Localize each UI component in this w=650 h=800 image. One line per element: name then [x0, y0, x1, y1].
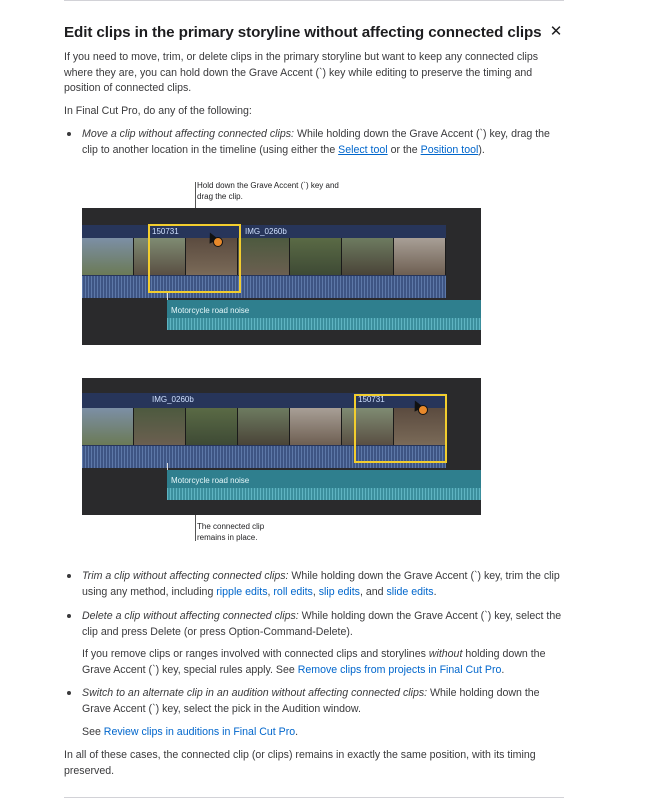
list-item-delete	[82, 609, 566, 640]
item-heading: Trim a clip without affecting connected clips:	[82, 570, 289, 582]
item-heading: Switch to an alternate clip in an audition without affecting connected clips:	[82, 687, 428, 699]
clip-label: 150731	[358, 395, 385, 404]
selected-clip[interactable]	[354, 394, 447, 463]
callout-line	[195, 182, 196, 208]
item-text: ).	[478, 143, 485, 156]
bottom-divider	[64, 797, 564, 798]
clip-label: 150731	[152, 227, 179, 236]
callout-connected: The connected clip remains in place.	[197, 522, 265, 542]
timeline-after	[82, 378, 481, 515]
see-note	[82, 725, 566, 741]
item-text: .	[433, 585, 437, 598]
bullet-icon	[67, 691, 71, 695]
review-auditions-link[interactable]: Review clips in auditions in Final Cut Pro	[103, 726, 296, 738]
item-text: While holding down the Grave Accent (`) key, select the clip and press Delete (or press Option-Command-Delete).	[82, 610, 562, 638]
note-text: .	[501, 663, 505, 676]
note-text: holding down the Grave Accent (`) key, special rules apply. See	[82, 648, 546, 676]
connected-clip-label: Motorcycle road noise	[171, 476, 250, 485]
select-tool-link[interactable]: Select tool	[338, 143, 388, 156]
selected-clip[interactable]	[148, 224, 241, 293]
remove-note	[82, 647, 566, 678]
page-title: Edit clips in the primary storyline without affecting connected clips	[64, 24, 542, 41]
note-text: See	[82, 726, 104, 738]
item-text: , and	[359, 585, 387, 598]
closing-paragraph: In all of these cases, the connected clip (or clips) remains in exactly the same position, with its timing preserved.	[64, 749, 536, 777]
item-text: ,	[267, 585, 274, 598]
list-item-trim	[82, 569, 566, 600]
callout-line	[195, 515, 196, 541]
bullet-icon	[67, 614, 71, 618]
roll-edits-link[interactable]: roll edits	[273, 585, 313, 598]
item-text: While holding down the Grave Accent (`) key, select the pick in the Audition window.	[82, 687, 540, 715]
ripple-edits-link[interactable]: ripple edits	[216, 585, 268, 598]
close-icon[interactable]: ✕	[549, 23, 563, 40]
clip-thumbnails	[82, 238, 446, 275]
item-text: or the	[387, 143, 421, 156]
connected-clip[interactable]	[167, 470, 481, 500]
bullet-icon	[67, 132, 71, 136]
timeline-before	[82, 208, 481, 345]
intro-paragraph: If you need to move, trim, or delete clips in the primary storyline but want to keep any connected clips where they are, you can hold down the Grave Accent (`) key while editing to preserve the timing and position of connected clips.	[64, 51, 539, 94]
bullet-icon	[67, 574, 71, 578]
position-cursor-icon	[207, 232, 221, 246]
lead-paragraph: In Final Cut Pro, do any of the following:	[64, 105, 252, 117]
connected-waveform	[167, 488, 481, 500]
note-emphasis: without	[428, 648, 463, 660]
remove-clips-link[interactable]: Remove clips from projects in Final Cut Pro	[297, 663, 502, 676]
position-cursor-icon	[412, 400, 426, 414]
item-text: While holding down the Grave Accent (`) key, drag the clip to another location in the timeline (using either the	[82, 128, 550, 156]
note-text: .	[295, 726, 299, 738]
top-divider	[64, 0, 564, 1]
position-tool-link[interactable]: Position tool	[420, 143, 479, 156]
list-item-move	[82, 127, 566, 158]
audio-waveform	[82, 276, 446, 298]
item-text: While holding down the Grave Accent (`) key, trim the clip using any method, including	[82, 570, 560, 598]
slip-edits-link[interactable]: slip edits	[318, 585, 360, 598]
item-heading: Move a clip without affecting connected clips:	[82, 128, 294, 140]
item-heading: Delete a clip without affecting connected clips:	[82, 610, 299, 622]
list-item-audition	[82, 686, 566, 717]
connected-clip[interactable]	[167, 300, 481, 330]
note-text: If you remove clips or ranges involved with connected clips and storylines	[82, 648, 429, 660]
clip-label: IMG_0260b	[152, 395, 194, 404]
slide-edits-link[interactable]: slide edits	[386, 585, 434, 598]
clip-label: IMG_0260b	[245, 227, 287, 236]
item-text: ,	[312, 585, 319, 598]
connected-clip-label: Motorcycle road noise	[171, 306, 250, 315]
callout-drag: Hold down the Grave Accent (`) key and drag the clip.	[197, 181, 339, 201]
connected-waveform	[167, 318, 481, 330]
